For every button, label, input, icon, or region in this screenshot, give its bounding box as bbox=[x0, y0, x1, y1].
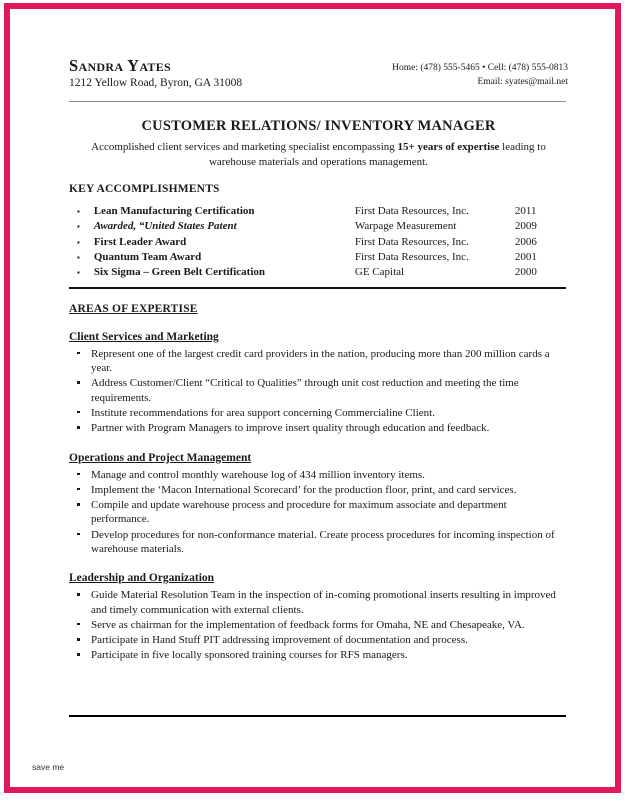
table-row bbox=[77, 235, 557, 250]
square-bullet-icon bbox=[77, 503, 80, 506]
list-item-text: Serve as chairman for the implementation of feedback forms for Omaha, NE and Chesapeake, VA. bbox=[91, 618, 525, 631]
subsection-heading: Leadership and Organization bbox=[69, 572, 215, 585]
list-item bbox=[55, 498, 570, 527]
contact-block bbox=[392, 57, 570, 90]
list-item bbox=[55, 648, 570, 662]
accomplishment-title: Six Sigma – Green Belt Certification bbox=[93, 265, 266, 278]
resume-header bbox=[55, 57, 570, 92]
square-bullet-icon bbox=[77, 623, 80, 626]
contact-phones: Home: (478) 555-5465 • Cell: (478) 555-0813 bbox=[392, 63, 568, 73]
accomplishments-divider bbox=[69, 287, 566, 289]
bullet-list bbox=[55, 468, 570, 557]
accomplishment-organization: First Data Resources, Inc. bbox=[354, 235, 469, 248]
resume-document bbox=[10, 9, 615, 787]
table-row bbox=[77, 250, 557, 265]
list-item bbox=[55, 633, 570, 647]
list-item-text: Manage and control monthly warehouse log of 434 million inventory items. bbox=[91, 468, 425, 481]
bullet-icon: ▪ bbox=[77, 267, 80, 277]
professional-summary bbox=[83, 140, 554, 170]
accomplishment-year: 2001 bbox=[514, 250, 537, 263]
candidate-address: 1212 Yellow Road, Byron, GA 31008 bbox=[69, 77, 243, 90]
square-bullet-icon bbox=[77, 653, 80, 656]
list-item bbox=[55, 483, 570, 497]
bullet-list bbox=[55, 588, 570, 662]
expertise-section-leadership bbox=[55, 572, 570, 662]
square-bullet-icon bbox=[77, 411, 80, 414]
square-bullet-icon bbox=[77, 638, 80, 641]
table-row bbox=[77, 204, 557, 219]
bullet-icon: ▪ bbox=[77, 207, 80, 217]
title-block bbox=[55, 118, 570, 170]
expertise-section-client-services bbox=[55, 331, 570, 436]
square-bullet-icon bbox=[77, 533, 80, 536]
accomplishment-year: 2000 bbox=[514, 265, 537, 278]
subsection-heading: Client Services and Marketing bbox=[69, 330, 219, 343]
list-item bbox=[55, 421, 570, 435]
footer-divider bbox=[69, 715, 566, 717]
list-item-text: Address Customer/Client “Critical to Qualities” through unit cost reduction and meeting the time requirements. bbox=[91, 377, 519, 404]
list-item bbox=[55, 528, 570, 557]
table-row bbox=[77, 265, 557, 280]
list-item bbox=[55, 468, 570, 482]
summary-highlight: 15+ years of expertise bbox=[397, 140, 500, 153]
accomplishment-organization: First Data Resources, Inc. bbox=[354, 250, 469, 263]
list-item-text: Participate in five locally sponsored training courses for RFS managers. bbox=[91, 649, 408, 662]
list-item-text: Implement the ‘Macon International Scorecard’ for the production floor, print, and card services. bbox=[91, 483, 517, 496]
page-border-frame bbox=[4, 3, 621, 793]
bullet-list bbox=[55, 347, 570, 436]
list-item-text: Participate in Hand Stuff PIT addressing improvement of documentation and process. bbox=[91, 634, 468, 647]
accomplishment-title: Awarded, “United States Patent bbox=[93, 220, 237, 233]
bullet-icon: ▪ bbox=[77, 222, 80, 232]
accomplishment-title: Quantum Team Award bbox=[93, 250, 202, 263]
list-item bbox=[55, 406, 570, 420]
accomplishment-year: 2011 bbox=[514, 205, 537, 218]
accomplishment-organization: GE Capital bbox=[354, 265, 405, 278]
summary-text-before: Accomplished client services and marketing specialist encompassing bbox=[91, 140, 398, 153]
square-bullet-icon bbox=[77, 352, 80, 355]
candidate-name: Sandra Yates bbox=[69, 56, 171, 75]
accomplishment-organization: First Data Resources, Inc. bbox=[354, 205, 469, 218]
bullet-icon: ▪ bbox=[77, 237, 80, 247]
contact-email: Email: syates@mail.net bbox=[477, 77, 568, 88]
list-item bbox=[55, 376, 570, 405]
header-divider bbox=[69, 101, 566, 102]
list-item-text: Partner with Program Managers to improve insert quality through education and feedback. bbox=[91, 422, 490, 435]
square-bullet-icon bbox=[77, 426, 80, 429]
list-item bbox=[55, 618, 570, 632]
accomplishment-year: 2009 bbox=[514, 220, 537, 233]
square-bullet-icon bbox=[77, 473, 80, 476]
list-item-text: Guide Material Resolution Team in the inspection of in-coming promotional inserts resulting in improved and timely communication with external clients. bbox=[91, 589, 556, 616]
section-heading-areas-of-expertise: AREAS OF EXPERTISE bbox=[69, 302, 198, 315]
list-item-text: Develop procedures for non-conformance material. Create process procedures for incoming inspection of warehouse materials. bbox=[91, 528, 555, 555]
square-bullet-icon bbox=[77, 488, 80, 491]
name-block bbox=[55, 57, 242, 92]
key-accomplishments-body bbox=[77, 204, 557, 279]
accomplishment-title: First Leader Award bbox=[93, 235, 187, 248]
accomplishment-title: Lean Manufacturing Certification bbox=[93, 205, 255, 218]
expertise-section-operations bbox=[55, 452, 570, 557]
accomplishment-year: 2006 bbox=[514, 235, 537, 248]
subsection-heading: Operations and Project Management bbox=[69, 451, 252, 464]
save-me-label: save me bbox=[32, 762, 65, 772]
key-accomplishments-table bbox=[77, 204, 557, 279]
bullet-icon: ▪ bbox=[77, 252, 80, 262]
section-heading-key-accomplishments: KEY ACCOMPLISHMENTS bbox=[69, 183, 220, 196]
square-bullet-icon bbox=[77, 381, 80, 384]
list-item-text: Represent one of the largest credit card providers in the nation, producing more than 200 million cards a year. bbox=[91, 347, 550, 375]
list-item bbox=[55, 588, 570, 617]
accomplishment-organization: Warpage Measurement bbox=[354, 220, 457, 233]
list-item bbox=[55, 347, 570, 376]
list-item-text: Institute recommendations for area support concerning Commercialine Client. bbox=[91, 406, 435, 419]
list-item-text: Compile and update warehouse process and procedure for maximum associate and department performance. bbox=[91, 499, 507, 526]
job-title: CUSTOMER RELATIONS/ INVENTORY MANAGER bbox=[141, 117, 496, 134]
summary-text-after: leading to warehouse materials and operations management. bbox=[208, 140, 546, 168]
table-row bbox=[77, 219, 557, 234]
square-bullet-icon bbox=[77, 593, 80, 596]
